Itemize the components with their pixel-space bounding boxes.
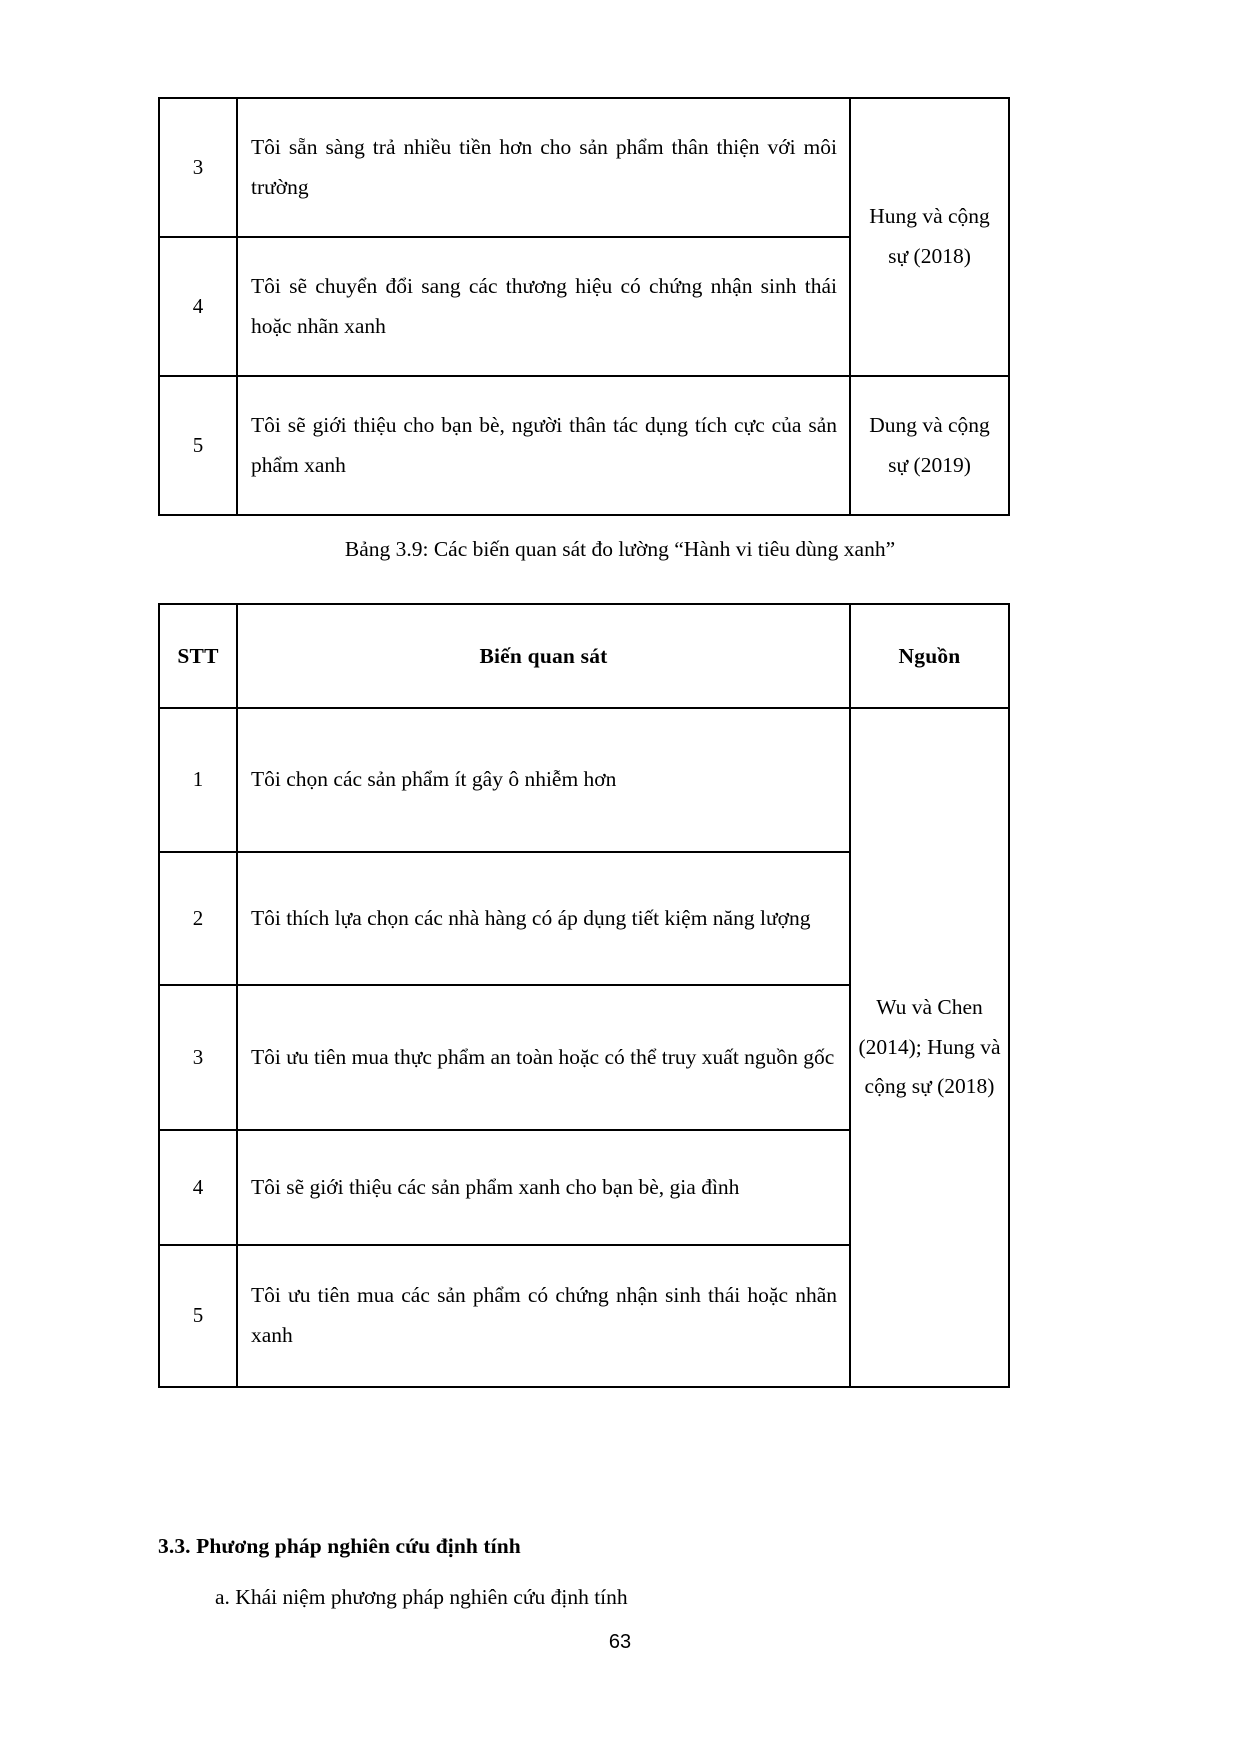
- observed-variable: Tôi ưu tiên mua các sản phẩm có chứng nhận sinh thái hoặc nhãn xanh: [237, 1245, 850, 1387]
- observed-variable: Tôi sẵn sàng trả nhiều tiền hơn cho sản phẩm thân thiện với môi trường: [237, 98, 850, 237]
- row-number: 1: [159, 708, 237, 852]
- row-number: 3: [159, 985, 237, 1130]
- page-number: 63: [608, 1631, 632, 1653]
- row-number: 5: [159, 1245, 237, 1387]
- section-heading: 3.3. Phương pháp nghiên cứu định tính: [158, 1534, 521, 1558]
- row-number: 5: [159, 376, 237, 515]
- source-cell: Dung và cộng sự (2019): [850, 376, 1009, 515]
- row-number: 2: [159, 852, 237, 985]
- observed-variable: Tôi ưu tiên mua thực phẩm an toàn hoặc có thể truy xuất nguồn gốc: [237, 985, 850, 1130]
- row-number: 4: [159, 1130, 237, 1245]
- column-header-observed-variable: Biến quan sát: [237, 604, 850, 708]
- table-row: [159, 708, 1009, 852]
- observed-variable: Tôi sẽ giới thiệu cho bạn bè, người thân tác dụng tích cực của sản phẩm xanh: [237, 376, 850, 515]
- observed-variable: Tôi thích lựa chọn các nhà hàng có áp dụng tiết kiệm năng lượng: [237, 852, 850, 985]
- row-number: 3: [159, 98, 237, 237]
- row-number: 4: [159, 237, 237, 376]
- observed-variable: Tôi sẽ giới thiệu các sản phẩm xanh cho bạn bè, gia đình: [237, 1130, 850, 1245]
- source-cell-merged: Wu và Chen (2014); Hung và cộng sự (2018): [850, 708, 1009, 1387]
- column-header-source: Nguồn: [850, 604, 1009, 708]
- sub-paragraph: a. Khái niệm phương pháp nghiên cứu định tính: [215, 1585, 628, 1609]
- table-caption: Bảng 3.9: Các biến quan sát đo lường “Hành vi tiêu dùng xanh”: [344, 537, 896, 561]
- table-row: [159, 376, 1009, 515]
- source-cell: Hung và cộng sự (2018): [850, 98, 1009, 376]
- table-continued: [158, 97, 1010, 516]
- column-header-stt: STT: [159, 604, 237, 708]
- table-row: [159, 98, 1009, 237]
- table-header-row: [159, 604, 1009, 708]
- observed-variable: Tôi chọn các sản phẩm ít gây ô nhiễm hơn: [237, 708, 850, 852]
- table-bang-3-9: [158, 603, 1010, 1388]
- observed-variable: Tôi sẽ chuyển đổi sang các thương hiệu có chứng nhận sinh thái hoặc nhãn xanh: [237, 237, 850, 376]
